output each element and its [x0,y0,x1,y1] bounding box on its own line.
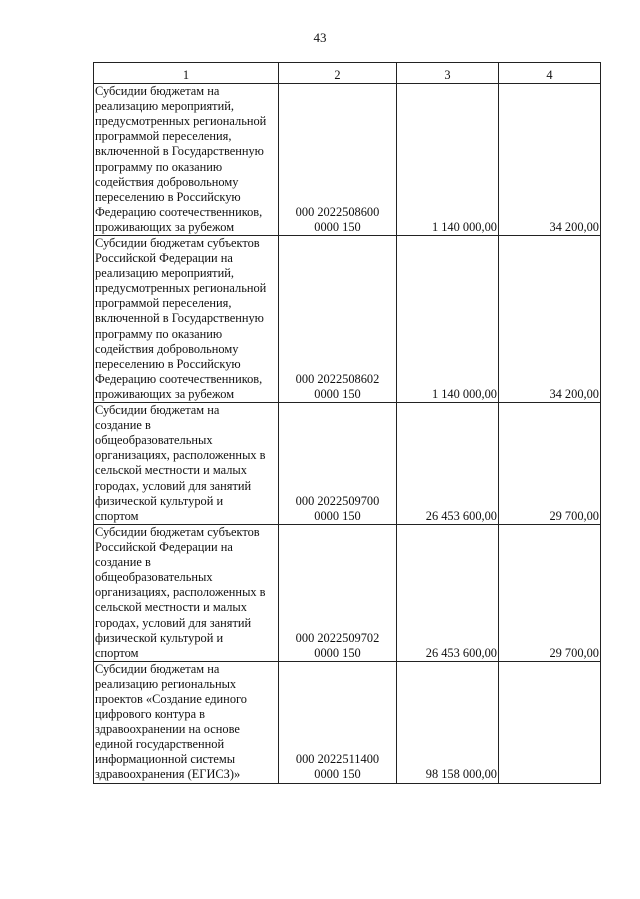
row-value3-cell: 26 453 600,00 [397,403,499,525]
table-header-row [94,63,601,84]
column-header-4: 4 [499,63,601,84]
table-row [94,524,601,661]
row-value4-cell [499,661,601,783]
row-code-cell: 000 2022509702 0000 150 [279,524,397,661]
row-name-cell: Субсидии бюджетам на создание в общеобразовательных организациях, расположенных в сельской местности и малых городах, условий для занятий физической культурой и спортом [94,403,279,525]
row-value3-cell: 1 140 000,00 [397,236,499,403]
row-name-cell: Субсидии бюджетам на реализацию региональных проектов «Создание единого цифрового контура в здравоохранении на основе единой государственной информационной системы здравоохранения (ЕГИСЗ)» [94,661,279,783]
row-code-cell: 000 2022511400 0000 150 [279,661,397,783]
row-code-cell: 000 2022509700 0000 150 [279,403,397,525]
table-row [94,84,601,236]
row-code-cell: 000 2022508600 0000 150 [279,84,397,236]
row-value4-cell: 34 200,00 [499,236,601,403]
row-name-cell: Субсидии бюджетам на реализацию мероприятий, предусмотренных региональной программой переселения, включенной в Государственную программу по оказанию содействия добровольному переселению в Российскую Федерацию соотечественников, проживающих за рубежом [94,84,279,236]
table-row [94,661,601,783]
row-value4-cell: 34 200,00 [499,84,601,236]
table-row [94,236,601,403]
column-header-3: 3 [397,63,499,84]
budget-table [93,62,601,784]
row-value3-cell: 98 158 000,00 [397,661,499,783]
column-header-1: 1 [94,63,279,84]
column-header-2: 2 [279,63,397,84]
table-row [94,403,601,525]
row-name-cell: Субсидии бюджетам субъектов Российской Федерации на создание в общеобразовательных организациях, расположенных в сельской местности и малых городах, условий для занятий физической культурой и спортом [94,524,279,661]
row-value4-cell: 29 700,00 [499,403,601,525]
page-number: 43 [313,30,327,45]
row-value3-cell: 1 140 000,00 [397,84,499,236]
row-name-cell: Субсидии бюджетам субъектов Российской Федерации на реализацию мероприятий, предусмотренных региональной программой переселения, включенной в Государственную программу по оказанию содействия добровольному переселению в Российскую Федерацию соотечественников, проживающих за рубежом [94,236,279,403]
row-value3-cell: 26 453 600,00 [397,524,499,661]
row-value4-cell: 29 700,00 [499,524,601,661]
row-code-cell: 000 2022508602 0000 150 [279,236,397,403]
